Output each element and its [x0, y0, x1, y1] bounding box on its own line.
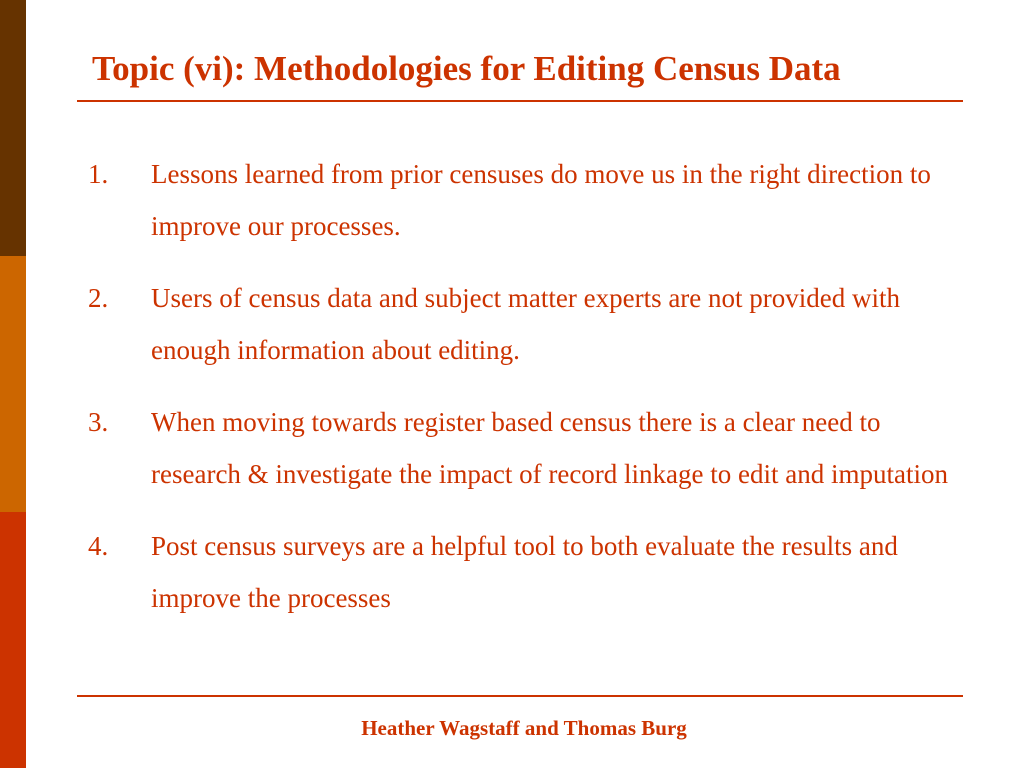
- list-item-text: Users of census data and subject matter experts are not provided with enough information about editing.: [151, 283, 901, 365]
- slide-title: Topic (vi): Methodologies for Editing Census Data: [92, 49, 841, 88]
- list-item: [88, 148, 958, 252]
- side-bar-segment-top: [0, 0, 26, 256]
- list-item-number: 3.: [88, 407, 109, 437]
- list-item: [88, 520, 958, 624]
- footer-divider: [77, 695, 963, 697]
- list-item: [88, 396, 958, 500]
- list-item-number: 1.: [88, 159, 109, 189]
- slide-footer: Heather Wagstaff and Thomas Burg: [361, 716, 687, 740]
- list-item-number: 2.: [88, 283, 109, 313]
- list-item-text: Post census surveys are a helpful tool to both evaluate the results and improve the processes: [151, 531, 898, 613]
- list-item: [88, 272, 958, 376]
- numbered-list: [88, 148, 958, 644]
- title-divider: [77, 100, 963, 102]
- list-item-text: Lessons learned from prior censuses do move us in the right direction to improve our processes.: [151, 159, 931, 241]
- list-item-text: When moving towards register based census there is a clear need to research & investigate the impact of record linkage to edit and imputation: [151, 407, 948, 489]
- list-item-number: 4.: [88, 531, 109, 561]
- side-bar-segment-middle: [0, 256, 26, 512]
